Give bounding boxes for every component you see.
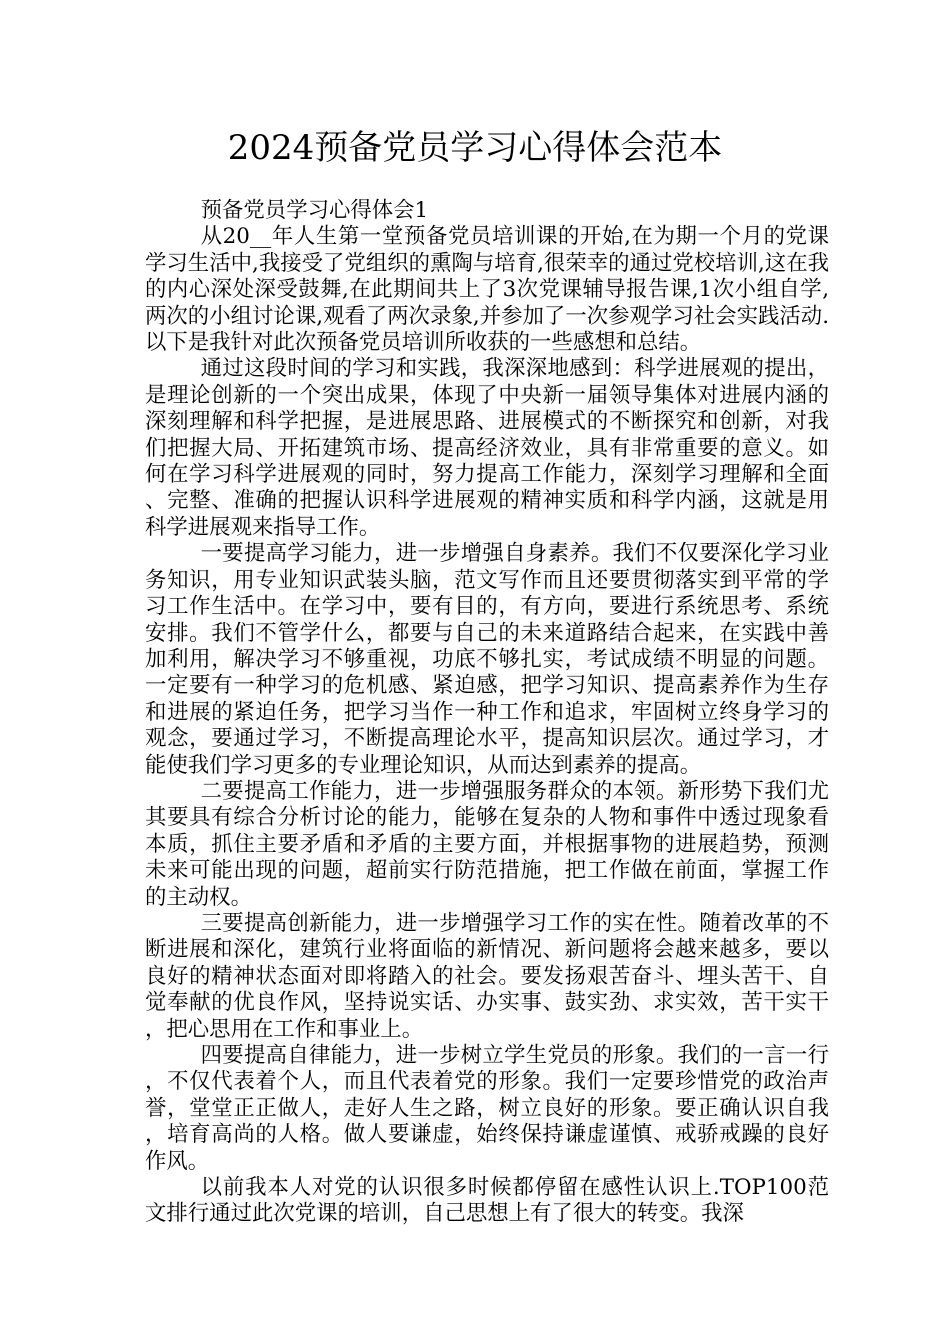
document-body [145, 198, 829, 1228]
paragraph: 通过这段时间的学习和实践，我深深地感到：科学进展观的提出，是理论创新的一个突出成果，体现了中央新一届领导集体对进展内涵的深刻理解和科学把握，是进展思路、进展模式的不断探究和创新，对我们把握大局、开拓建筑市场、提高经济效业，具有非常重要的意义。如何在学习科学进展观的同时，努力提高工作能力，深刻学习理解和全面、完整、准确的把握认识科学进展观的精神实质和科学内涵，这就是用科学进展观来指导工作。 [145, 356, 829, 540]
section-subheading: 预备党员学习心得体会1 [200, 198, 429, 223]
paragraph: 以前我本人对党的认识很多时候都停留在感性认识上.TOP100范文排行通过此次党课的培训，自己思想上有了很大的转变。我深 [145, 1175, 829, 1227]
document-title: 2024预备党员学习心得体会范本 [227, 128, 723, 168]
paragraph: 二要提高工作能力，进一步增强服务群众的本领。新形势下我们尤其要具有综合分析讨论的能力，能够在复杂的人物和事件中透过现象看本质，抓住主要矛盾和矛盾的主要方面，并根据事物的进展趋势，预测未来可能出现的问题，超前实行防范措施，把工作做在前面，掌握工作的主动权。 [145, 778, 829, 910]
paragraph: 从20__年人生第一堂预备党员培训课的开始,在为期一个月的党课学习生活中,我接受了党组织的熏陶与培育,很荣幸的通过党校培训,这在我的内心深处深受鼓舞,在此期间共上了3次党课辅导报告课,1次小组自学,两次的小组讨论课,观看了两次录象,并参加了一次参观学习社会实践活动.以下是我针对此次预备党员培训所收获的一些感想和总结。 [145, 224, 829, 356]
paragraph: 一要提高学习能力，进一步增强自身素养。我们不仅要深化学习业务知识，用专业知识武装头脑，范文写作而且还要贯彻落实到平常的学习工作生活中。在学习中，要有目的，有方向，要进行系统思考、系统安排。我们不管学什么，都要与自己的未来道路结合起来，在实践中善加利用，解决学习不够重视，功底不够扎实，考试成绩不明显的问题。一定要有一种学习的危机感、紧迫感，把学习知识、提高素养作为生存和进展的紧迫任务，把学习当作一种工作和追求，牢固树立终身学习的观念，要通过学习，不断提高理论水平，提高知识层次。通过学习，才能使我们学习更多的专业理论知识，从而达到素养的提高。 [145, 541, 829, 778]
paragraph: 四要提高自律能力，进一步树立学生党员的形象。我们的一言一行，不仅代表着个人，而且代表着党的形象。我们一定要珍惜党的政治声誉，堂堂正正做人，走好人生之路，树立良好的形象。要正确认识自我，培育高尚的人格。做人要谦虚，始终保持谦虚谨慎、戒骄戒躁的良好作风。 [145, 1043, 829, 1174]
paragraph: 三要提高创新能力，进一步增强学习工作的实在性。随着改革的不断进展和深化，建筑行业将面临的新情况、新问题将会越来越多，要以良好的精神状态面对即将踏入的社会。要发扬艰苦奋斗、埋头苦干、自觉奉献的优良作风，坚持说实话、办实事、鼓实劲、求实效，苦干实干，把心思用在工作和事业上。 [145, 910, 829, 1042]
